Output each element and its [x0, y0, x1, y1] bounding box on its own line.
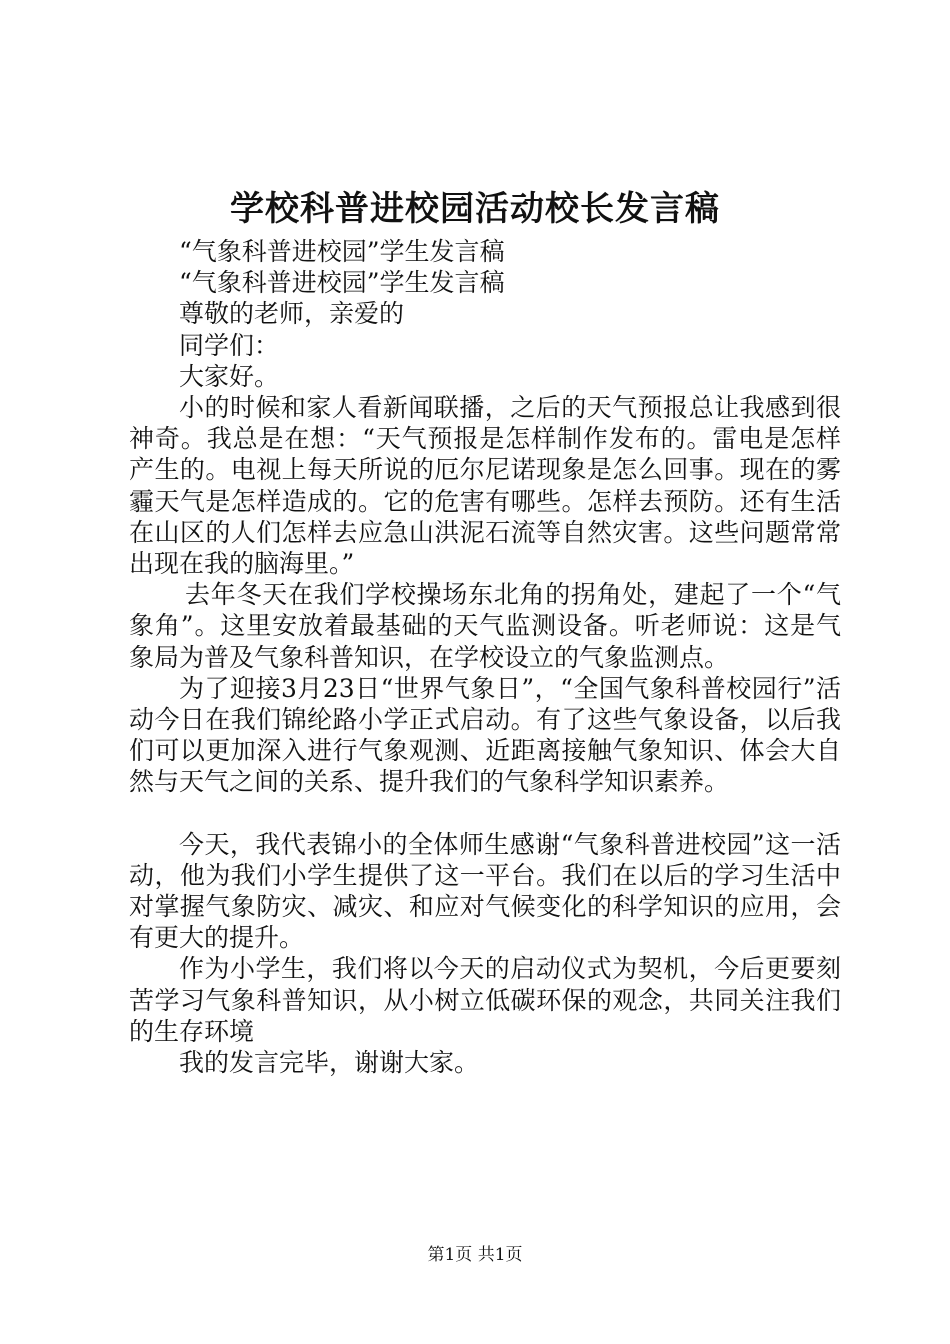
- subtitle-line: “气象科普进校园”学生发言稿: [179, 268, 505, 298]
- greeting-line: 大家好。: [179, 361, 280, 391]
- paragraph-spacer: [129, 798, 841, 829]
- page-footer: 第1页 共1页: [427, 1245, 523, 1265]
- body-paragraph: 为了迎接3月23日“世界气象日”，“全国气象科普校园行”活动今日在我们锦纶路小学正式启动。有了这些气象设备，以后我们可以更加深入进行气象观测、近距离接触气象知识、体会大自然与天气之间的关系、提升我们的气象科学知识素养。: [129, 673, 841, 797]
- document-body: [129, 236, 841, 1078]
- document-title: 学校科普进校园活动校长发言稿: [230, 189, 720, 229]
- body-paragraph: 小的时候和家人看新闻联播，之后的天气预报总让我感到很神奇。我总是在想：“天气预报是怎样制作发布的。雷电是怎样产生的。电视上每天所说的厄尔尼诺现象是怎么回事。现在的雾霾天气是怎样造成的。它的危害有哪些。怎样去预防。还有生活在山区的人们怎样去应急山洪泥石流等自然灾害。这些问题常常出现在我的脑海里。”: [129, 393, 841, 579]
- closing-line: 我的发言完毕，谢谢大家。: [179, 1048, 480, 1078]
- salutation-line: 尊敬的老师，亲爱的: [179, 299, 405, 329]
- salutation-line: 同学们：: [179, 330, 280, 360]
- body-paragraph: 今天，我代表锦小的全体师生感谢“气象科普进校园”这一活动，他为我们小学生提供了这一平台。我们在以后的学习生活中对掌握气象防灾、减灾、和应对气候变化的科学知识的应用，会有更大的提升。: [129, 829, 841, 953]
- body-paragraph: 去年冬天在我们学校操场东北角的拐角处，建起了一个“气象角”。这里安放着最基础的天气监测设备。听老师说：这是气象局为普及气象科普知识，在学校设立的气象监测点。: [129, 580, 841, 672]
- body-paragraph: 作为小学生，我们将以今天的启动仪式为契机，今后更要刻苦学习气象科普知识，从小树立低碳环保的观念，共同关注我们的生存环境: [129, 954, 841, 1046]
- subtitle-line: “气象科普进校园”学生发言稿: [179, 237, 505, 266]
